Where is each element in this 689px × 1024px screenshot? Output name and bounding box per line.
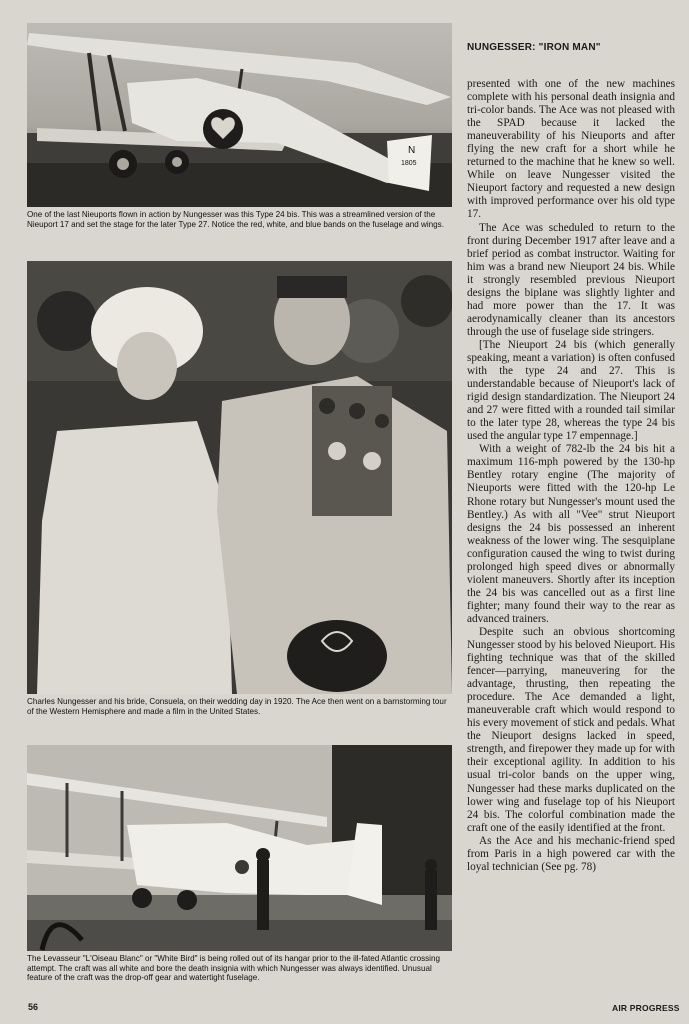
top-photo-caption: One of the last Nieuports flown in action by Nungesser was this Type 24 bis. This was a streamlined version of the Nieuport 17 and set the stage for the later Type 27. Notice the red, white, and blue bands on the fuselage and wings.	[27, 210, 444, 229]
tail-letter: N	[408, 145, 416, 156]
article-paragraph: With a weight of 782-lb the 24 bis hit a maximum 116-mph powered by the 130-hp Bentley rotary engine (The majority of Nieuports were fitted with the 120-hp Le Rhone rotary but Nungesser's mount used the Bentley.) As with all "Vee" strut Nieuport designs the 24 bis possessed an inherent weakness of the lower wing. The sesquiplane configuration caused the wing to twist during prolonged high speed dives or abnormally violent maneuvers. Shortly after its inception the 24 bis was cancelled out as a first line fighter; many found their way to the rear as advanced trainers.	[467, 443, 675, 625]
nieuport-photo	[27, 23, 452, 207]
wedding-photo	[27, 261, 452, 694]
page-number: 56	[28, 1002, 39, 1012]
article-paragraph: [The Nieuport 24 bis (which generally speaking, meant a variation) is often confused with the type 24 and 27. This is understandable because of Nieuport's lack of rigid design standardization. The Nieuport 24 and 27 were fitted with a rounded tail similar to the later type 28, whereas the type 24 bis used the angular type 17 empennage.]	[467, 338, 675, 443]
article-paragraph: The Ace was scheduled to return to the front during December 1917 after leave and a brief period as combat instructor. Waiting for him was a brand new Nieuport 24 bis. While it strongly resembled previous Nieuport designs the biplane was slightly lighter and had more power than the 17. It was aerodynamically cleaner than its ancestors through the use of fuselage side stringers.	[467, 221, 675, 338]
article-paragraph: Despite such an obvious shortcoming Nungesser stood by his beloved Nieuport. His fighting technique was that of the skilled fencer—parrying, maneuvering for the advantage, thrusting, then repeating the procedure. The Ace demanded a light, maneuverable craft which would respond to his every movement of stick and pedals. What the Nieuport designs lacked in speed, strength, and firepower they made up for with their exceptional agility. In addition to his usual tri-color bands on the upper wing, Nungesser had these marks duplicated on the lower wing and fuselage top of his Nieuport 24 bis. The colorful combination made the craft one of the easily identified at the front.	[467, 625, 675, 834]
article-body	[467, 78, 675, 874]
tail-number: 1805	[401, 160, 417, 167]
article-paragraph: presented with one of the new machines complete with his personal death insignia and tri-color bands. The Ace was not pleased with the SPAD because it lacked the maneuverability of his Nieuports and after flying the new craft for a short while he returned to the machine that he knew so well. While on leave Nungesser visited the Nieuport factory and requested a new design with improved performance over his old type 17.	[467, 78, 675, 221]
middle-photo-caption: Charles Nungesser and his bride, Consuela, on their wedding day in 1920. The Ace then went on a barnstorming tour of the Western Hemisphere and made a film in the United States.	[27, 697, 447, 716]
magazine-name: AIR PROGRESS	[612, 1003, 680, 1013]
article-paragraph: As the Ace and his mechanic-friend sped from Paris in a high powered car with the loyal technician (See pg. 78)	[467, 834, 675, 873]
white-bird-photo	[27, 745, 452, 951]
bottom-photo-caption: The Levasseur "L'Oiseau Blanc" or "White Bird" is being rolled out of its hangar prior to the ill-fated Atlantic crossing attempt. The craft was all white and bore the death insignia with which Nungesser was always identified. Unusual feature of the craft was the drop-off gear and watertight fuselage.	[27, 954, 440, 983]
article-header: NUNGESSER: "IRON MAN"	[467, 42, 601, 53]
